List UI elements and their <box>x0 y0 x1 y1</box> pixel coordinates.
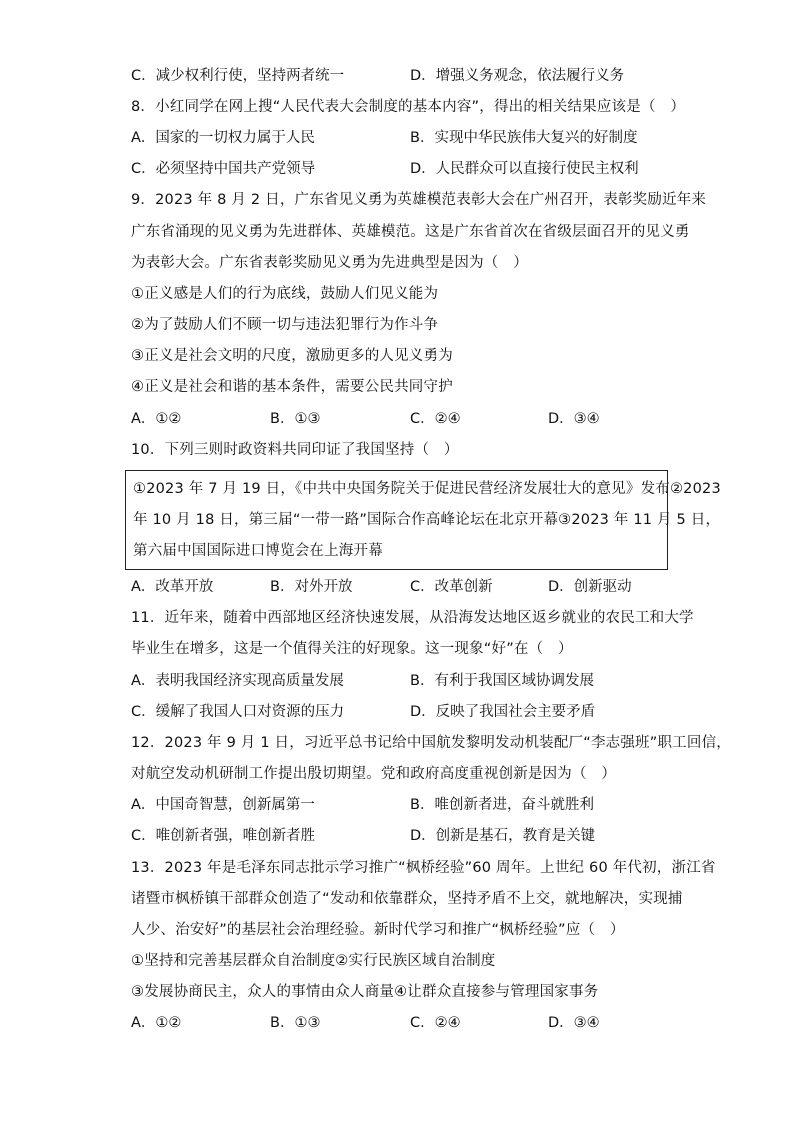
q10-option-c: C．改革创新 <box>410 579 493 595</box>
q9-stem-line-2: 广东省涌现的见义勇为先进群体、英雄模范。这是广东省首次在省级层面召开的见义勇 <box>131 224 690 240</box>
q13-item-line-2: ③发展协商民主，众人的事情由众人商量④让群众直接参与管理国家事务 <box>131 984 599 1000</box>
q10-option-a: A．改革开放 <box>131 579 214 595</box>
q8-option-b: B．实现中华民族伟大复兴的好制度 <box>410 130 638 146</box>
q12-option-b: B．唯创新者进，奋斗就胜利 <box>410 797 594 813</box>
q10-material-line-2: 年 10 月 18 日，第三届“一带一路”国际合作高峰论坛在北京开幕③2023 年 11 月 5 日， <box>133 512 721 528</box>
q8-option-d: D．人民群众可以直接行使民主权利 <box>410 161 639 177</box>
q9-stem-line-1: 9．2023 年 8 月 2 日，广东省见义勇为英雄模范表彰大会在广州召开，表彰奖励近年来 <box>131 192 707 208</box>
q10-material-line-1: ①2023 年 7 月 19 日，《中共中央国务院关于促进民营经济发展壮大的意见》发布②2023 <box>133 481 721 497</box>
q8-option-a: A．国家的一切权力属于人民 <box>131 130 315 146</box>
q13-option-d: D．③④ <box>548 1015 600 1031</box>
q12-option-d: D．创新是基石，教育是关键 <box>410 828 596 844</box>
q11-stem-line-1: 11．近年来，随着中西部地区经济快速发展，从沿海发达地区返乡就业的农民工和大学 <box>131 610 694 626</box>
q10-material-box <box>125 470 721 570</box>
q12-option-c: C．唯创新者强，唯创新者胜 <box>131 828 316 844</box>
q12-stem-line-2: 对航空发动机研制工作提出殷切期望。党和政府高度重视创新是因为（ ） <box>131 766 617 782</box>
q11-stem-line-2: 毕业生在增多，这是一个值得关注的好现象。这一现象“好”在（ ） <box>131 641 573 657</box>
q10-stem: 10．下列三则时政资料共同印证了我国坚持（ ） <box>131 442 459 458</box>
q10-option-b: B．对外开放 <box>270 579 353 595</box>
q7-option-c: C．减少权利行使，坚持两者统一 <box>131 68 345 84</box>
q11-option-c: C．缓解了我国人口对资源的压力 <box>131 704 345 720</box>
q9-item-4: ④正义是社会和谐的基本条件，需要公民共同守护 <box>131 379 453 395</box>
q10-option-d: D．创新驱动 <box>548 579 632 595</box>
q9-option-d: D．③④ <box>548 411 600 427</box>
q13-stem-line-1: 13．2023 年是毛泽东同志批示学习推广“枫桥经验”60 周年。上世纪 60 年代初，浙江省 <box>131 860 716 876</box>
q9-option-a: A．①② <box>131 411 182 427</box>
q13-item-line-1: ①坚持和完善基层群众自治制度②实行民族区域自治制度 <box>131 953 496 969</box>
q13-stem-line-3: 人少、治安好”的基层社会治理经验。新时代学习和推广“枫桥经验”应（ ） <box>131 922 625 938</box>
q11-option-d: D．反映了我国社会主要矛盾 <box>410 704 596 720</box>
q9-item-2: ②为了鼓励人们不顾一切与违法犯罪行为作斗争 <box>131 317 439 333</box>
q11-option-a: A．表明我国经济实现高质量发展 <box>131 673 344 689</box>
q9-stem-line-3: 为表彰大会。广东省表彰奖励见义勇为先进典型是因为（ ） <box>131 255 528 271</box>
q9-option-b: B．①③ <box>270 411 321 427</box>
q13-option-b: B．①③ <box>270 1015 321 1031</box>
q12-stem-line-1: 12．2023 年 9 月 1 日，习近平总书记给中国航发黎明发动机装配厂“李志强班”职工回信， <box>131 735 731 751</box>
q10-material-line-3: 第六届中国国际进口博览会在上海开幕 <box>133 543 383 559</box>
q12-option-a: A．中国奇智慧，创新属第一 <box>131 797 315 813</box>
q11-option-b: B．有利于我国区域协调发展 <box>410 673 594 689</box>
q7-option-d: D．增强义务观念，依法履行义务 <box>410 68 625 84</box>
q8-stem: 8．小红同学在网上搜“人民代表大会制度的基本内容”，得出的相关结果应该是（ ） <box>131 99 686 115</box>
q13-stem-line-2: 诸暨市枫桥镇干部群众创造了“发动和依靠群众，坚持矛盾不上交，就地解决，实现捕 <box>131 891 683 907</box>
q13-option-c: C．②④ <box>410 1015 461 1031</box>
q13-option-a: A．①② <box>131 1015 182 1031</box>
q8-option-c: C．必须坚持中国共产党领导 <box>131 161 316 177</box>
q9-item-3: ③正义是社会文明的尺度，激励更多的人见义勇为 <box>131 348 453 364</box>
q9-option-c: C．②④ <box>410 411 461 427</box>
q9-item-1: ①正义感是人们的行为底线，鼓励人们见义能为 <box>131 286 439 302</box>
